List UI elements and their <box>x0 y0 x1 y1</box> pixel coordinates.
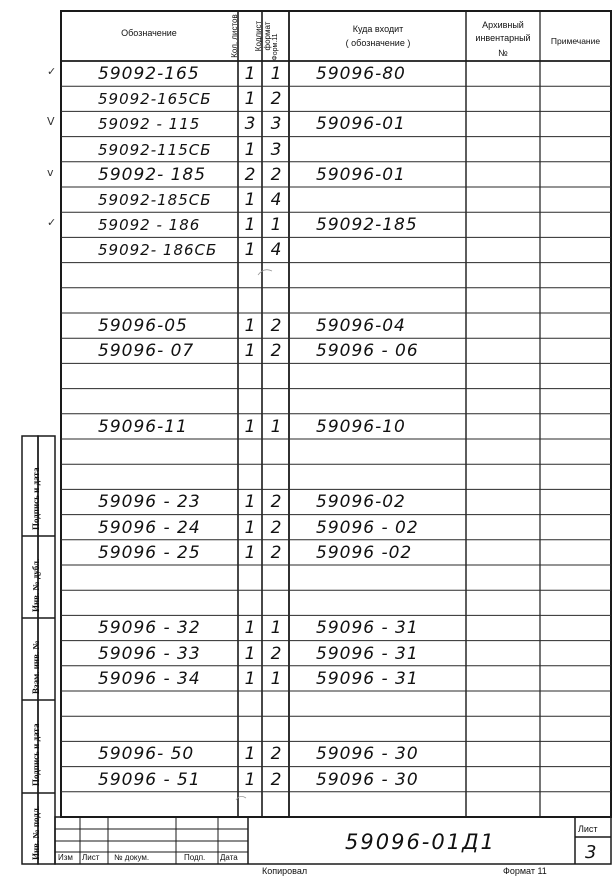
table-row <box>0 389 615 414</box>
row-where-used: 59096-01 <box>316 164 406 185</box>
row-sheet-number: 2 <box>270 492 282 513</box>
table-row <box>0 263 615 288</box>
table-row <box>0 641 615 666</box>
row-designation: 59092 - 115 <box>98 115 201 134</box>
table-row <box>0 489 615 514</box>
table-row <box>0 716 615 741</box>
row-sheet-number: 3 <box>270 114 282 135</box>
table-row <box>0 288 615 313</box>
row-sheets-count: 1 <box>244 668 256 689</box>
stamp-date: Дата <box>220 853 238 862</box>
header-where-used-1: Куда входит <box>352 24 404 34</box>
row-sheets-count: 1 <box>244 240 256 261</box>
side-label-inv-podl: Инв. № подл. <box>31 805 41 860</box>
table-row <box>0 237 615 262</box>
row-sheet-number: 1 <box>270 618 282 639</box>
table-row <box>0 590 615 615</box>
row-check-mark: v <box>47 165 54 179</box>
row-designation: 59096- 50 <box>98 744 195 765</box>
row-designation: 59096 - 24 <box>98 517 201 538</box>
row-check-mark: ✓ <box>47 65 57 78</box>
row-sheet-number: 2 <box>270 744 282 765</box>
side-label-sign-date-bottom: Подпись и дата <box>31 723 41 786</box>
row-sheets-count: 3 <box>244 114 256 135</box>
row-sheets-count: 1 <box>244 215 256 236</box>
row-sheets-count: 1 <box>244 643 256 664</box>
row-designation: 59096 - 34 <box>98 668 201 689</box>
table-row <box>0 111 615 136</box>
stamp-izm: Изм <box>58 853 73 862</box>
table-row <box>0 666 615 691</box>
row-where-used: 59096-02 <box>316 492 406 513</box>
row-check-mark: V <box>47 115 55 129</box>
table-row <box>0 162 615 187</box>
table-row <box>0 741 615 766</box>
side-label-inv-dubl: Инв. № дубл. <box>31 558 41 612</box>
table-row <box>0 61 615 86</box>
table-row <box>0 86 615 111</box>
row-designation: 59096 - 51 <box>98 769 201 790</box>
row-sheet-number: 2 <box>270 769 282 790</box>
header-notes: Примечание <box>550 36 601 46</box>
row-sheets-count: 1 <box>244 316 256 336</box>
row-where-used: 59096-10 <box>316 416 406 437</box>
row-sheets-count: 1 <box>244 64 256 84</box>
row-where-used: 59096 - 31 <box>316 618 419 639</box>
row-sheet-number: 2 <box>270 542 282 563</box>
table-row <box>0 464 615 489</box>
table-row <box>0 515 615 540</box>
table-row <box>0 792 615 817</box>
row-designation: 59092-165СБ <box>98 90 212 109</box>
row-sheet-number: 4 <box>270 190 282 210</box>
row-sheets-count: 1 <box>244 744 256 765</box>
header-sheet-number: Кодлист формат <box>254 20 272 52</box>
stamp-sign: Подп. <box>184 853 206 862</box>
table-row <box>0 615 615 640</box>
row-sheets-count: 1 <box>244 769 256 790</box>
row-where-used: 59096 - 06 <box>316 341 419 362</box>
row-sheets-count: 1 <box>244 89 256 110</box>
table-row <box>0 212 615 237</box>
table-row <box>0 414 615 439</box>
header-archive-1: Архивный <box>482 20 524 30</box>
stamp-list: Лист <box>82 853 100 862</box>
header-format-code: Форм.11 <box>272 33 279 61</box>
row-where-used: 59096 - 30 <box>316 769 419 790</box>
row-where-used: 59096 - 31 <box>316 668 419 689</box>
row-sheets-count: 2 <box>244 164 256 185</box>
row-designation: 59092 - 186 <box>98 216 201 235</box>
row-check-mark: ✓ <box>47 216 57 230</box>
row-designation: 59096-05 <box>98 316 188 336</box>
table-row <box>0 137 615 162</box>
row-sheets-count: 1 <box>244 190 256 210</box>
row-designation: 59092-165 <box>98 64 200 84</box>
row-sheet-number: 2 <box>270 341 282 362</box>
row-sheet-number: 1 <box>270 215 282 236</box>
row-designation: 59092-185СБ <box>98 191 212 209</box>
row-designation: 59096 - 25 <box>98 542 201 563</box>
header-archive-3: № <box>498 48 508 58</box>
row-designation: 59092- 186СБ <box>98 241 218 260</box>
row-where-used: 59092-185 <box>316 215 418 236</box>
row-where-used: 59096 - 31 <box>316 643 419 664</box>
row-designation: 59096-11 <box>98 416 188 437</box>
row-designation: 59096 - 32 <box>98 618 201 639</box>
side-label-vzam-inv: Взам. инв. № <box>31 640 41 694</box>
row-sheet-number: 1 <box>270 64 282 84</box>
row-sheet-number: 1 <box>270 416 282 437</box>
row-designation: 59096 - 33 <box>98 643 201 664</box>
stamp-sheet-label: Лист <box>578 824 598 834</box>
table-row <box>0 338 615 363</box>
stamp-doc-no: № докум. <box>114 853 150 862</box>
row-sheets-count: 1 <box>244 492 256 513</box>
row-sheet-number: 1 <box>270 668 282 689</box>
row-where-used: 59096-80 <box>316 64 406 84</box>
stamp-sheet-value: 3 <box>585 842 598 863</box>
header-archive-2: инвентарный <box>475 33 531 43</box>
table-row <box>0 313 615 338</box>
row-sheet-number: 2 <box>270 164 282 185</box>
row-sheets-count: 1 <box>244 618 256 639</box>
table-row <box>0 363 615 388</box>
row-where-used: 59096 - 02 <box>316 517 419 538</box>
table-row <box>0 691 615 716</box>
row-sheet-number: 4 <box>270 240 282 261</box>
document-designation: 59096-01Д1 <box>345 830 496 854</box>
row-where-used: 59096-04 <box>316 316 406 336</box>
row-designation: 59096- 07 <box>98 341 195 362</box>
side-label-sign-date-top: Подпись и дата <box>31 467 41 530</box>
table-row <box>0 565 615 590</box>
row-sheet-number: 2 <box>270 89 282 110</box>
row-sheets-count: 1 <box>244 341 256 362</box>
header-where-used-2: ( обозначение ) <box>345 38 411 48</box>
row-where-used: 59096-01 <box>316 114 406 135</box>
row-sheets-count: 1 <box>244 416 256 437</box>
row-where-used: 59096 -02 <box>316 542 413 563</box>
row-where-used: 59096 - 30 <box>316 744 419 765</box>
row-sheet-number: 2 <box>270 517 282 538</box>
footer-copied: Копировал <box>262 866 308 876</box>
table-row <box>0 767 615 792</box>
row-sheet-number: 2 <box>270 643 282 664</box>
table-row <box>0 439 615 464</box>
table-row <box>0 187 615 212</box>
row-designation: 59092-115СБ <box>98 140 212 159</box>
row-sheet-number: 3 <box>270 139 282 160</box>
footer-format: Формат 11 <box>503 866 547 876</box>
header-sheets-count: Кол. листов <box>230 14 239 58</box>
row-designation: 59092- 185 <box>98 164 207 185</box>
row-sheets-count: 1 <box>244 517 256 538</box>
row-designation: 59096 - 23 <box>98 492 201 513</box>
row-sheets-count: 1 <box>244 139 256 160</box>
row-sheets-count: 1 <box>244 542 256 563</box>
row-sheet-number: 2 <box>270 316 282 336</box>
table-row <box>0 540 615 565</box>
header-designation: Обозначение <box>121 28 177 38</box>
